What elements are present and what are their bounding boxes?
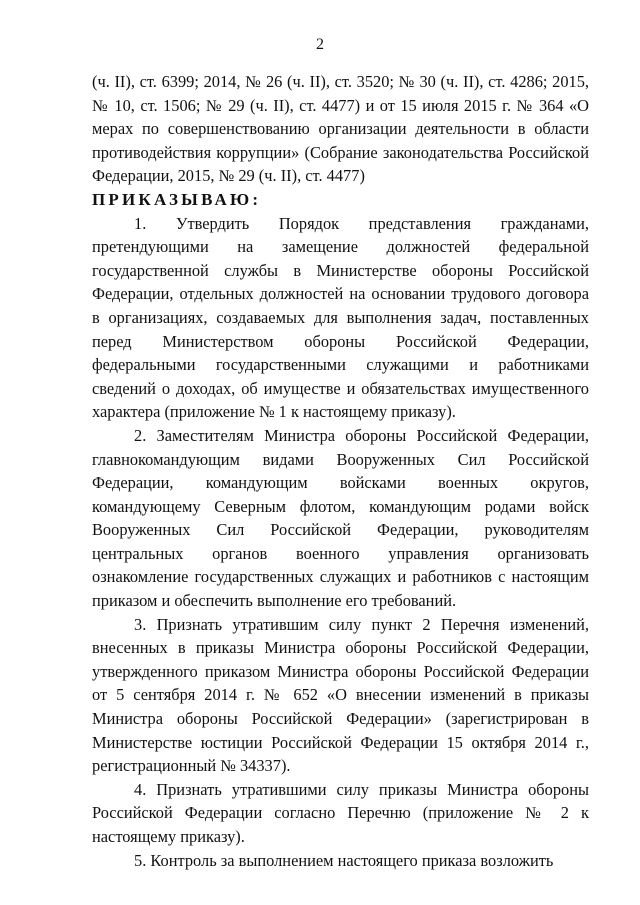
page-number: 2 xyxy=(316,36,324,53)
document-body xyxy=(92,70,589,872)
order-item-3: 3. Признать утратившим силу пункт 2 Перечня изменений, внесенных в приказы Министра обороны Российской Федерации, утвержденного приказом Министра обороны Российской Федерации от 5 сентября 2014 г. № 652 «О внесении изменений в приказы Министра обороны Российской Федерации» (зарегистрирован в Министерстве юстиции Российской Федерации 15 октября 2014 г., регистрационный № 34337). xyxy=(92,614,589,776)
order-item-4: 4. Признать утратившими силу приказы Министра обороны Российской Федерации согласно Перечню (приложение № 2 к настоящему приказу). xyxy=(92,779,589,846)
order-item-5: 5. Контроль за выполнением настоящего приказа возложить xyxy=(134,850,554,870)
orders-heading: ПРИКАЗЫВАЮ: xyxy=(92,189,262,209)
order-item-1: 1. Утвердить Порядок представления гражданами, претендующими на замещение должностей федеральной государственной службы в Министерстве обороны Российской Федерации, отдельных должностей на основании трудового договора в организациях, создаваемых для выполнения задач, поставленных перед Министерством обороны Российской Федерации, федеральными государственными служащими и работниками сведений о доходах, об имуществе и обязательствах имущественного характера (приложение № 1 к настоящему приказу). xyxy=(92,213,589,422)
order-item-2: 2. Заместителям Министра обороны Российской Федерации, главнокомандующим видами Вооруженных Сил Российской Федерации, командующим войсками военных округов, командующему Северным флотом, командующим родами войск Вооруженных Сил Российской Федерации, руководителям центральных органов военного управления организовать ознакомление государственных служащих и работников с настоящим приказом и обеспечить выполнение его требований. xyxy=(92,425,589,611)
intro-paragraph: (ч. II), ст. 6399; 2014, № 26 (ч. II), ст. 3520; № 30 (ч. II), ст. 4286; 2015, № 10, ст. 1506; № 29 (ч. II), ст. 4477) и от 15 июля 2015 г. № 364 «О мерах по совершенствованию организации деятельности в области противодействия коррупции» (Собрание законодательства Российской Федерации, 2015, № 29 (ч. II), ст. 4477) xyxy=(92,72,589,186)
